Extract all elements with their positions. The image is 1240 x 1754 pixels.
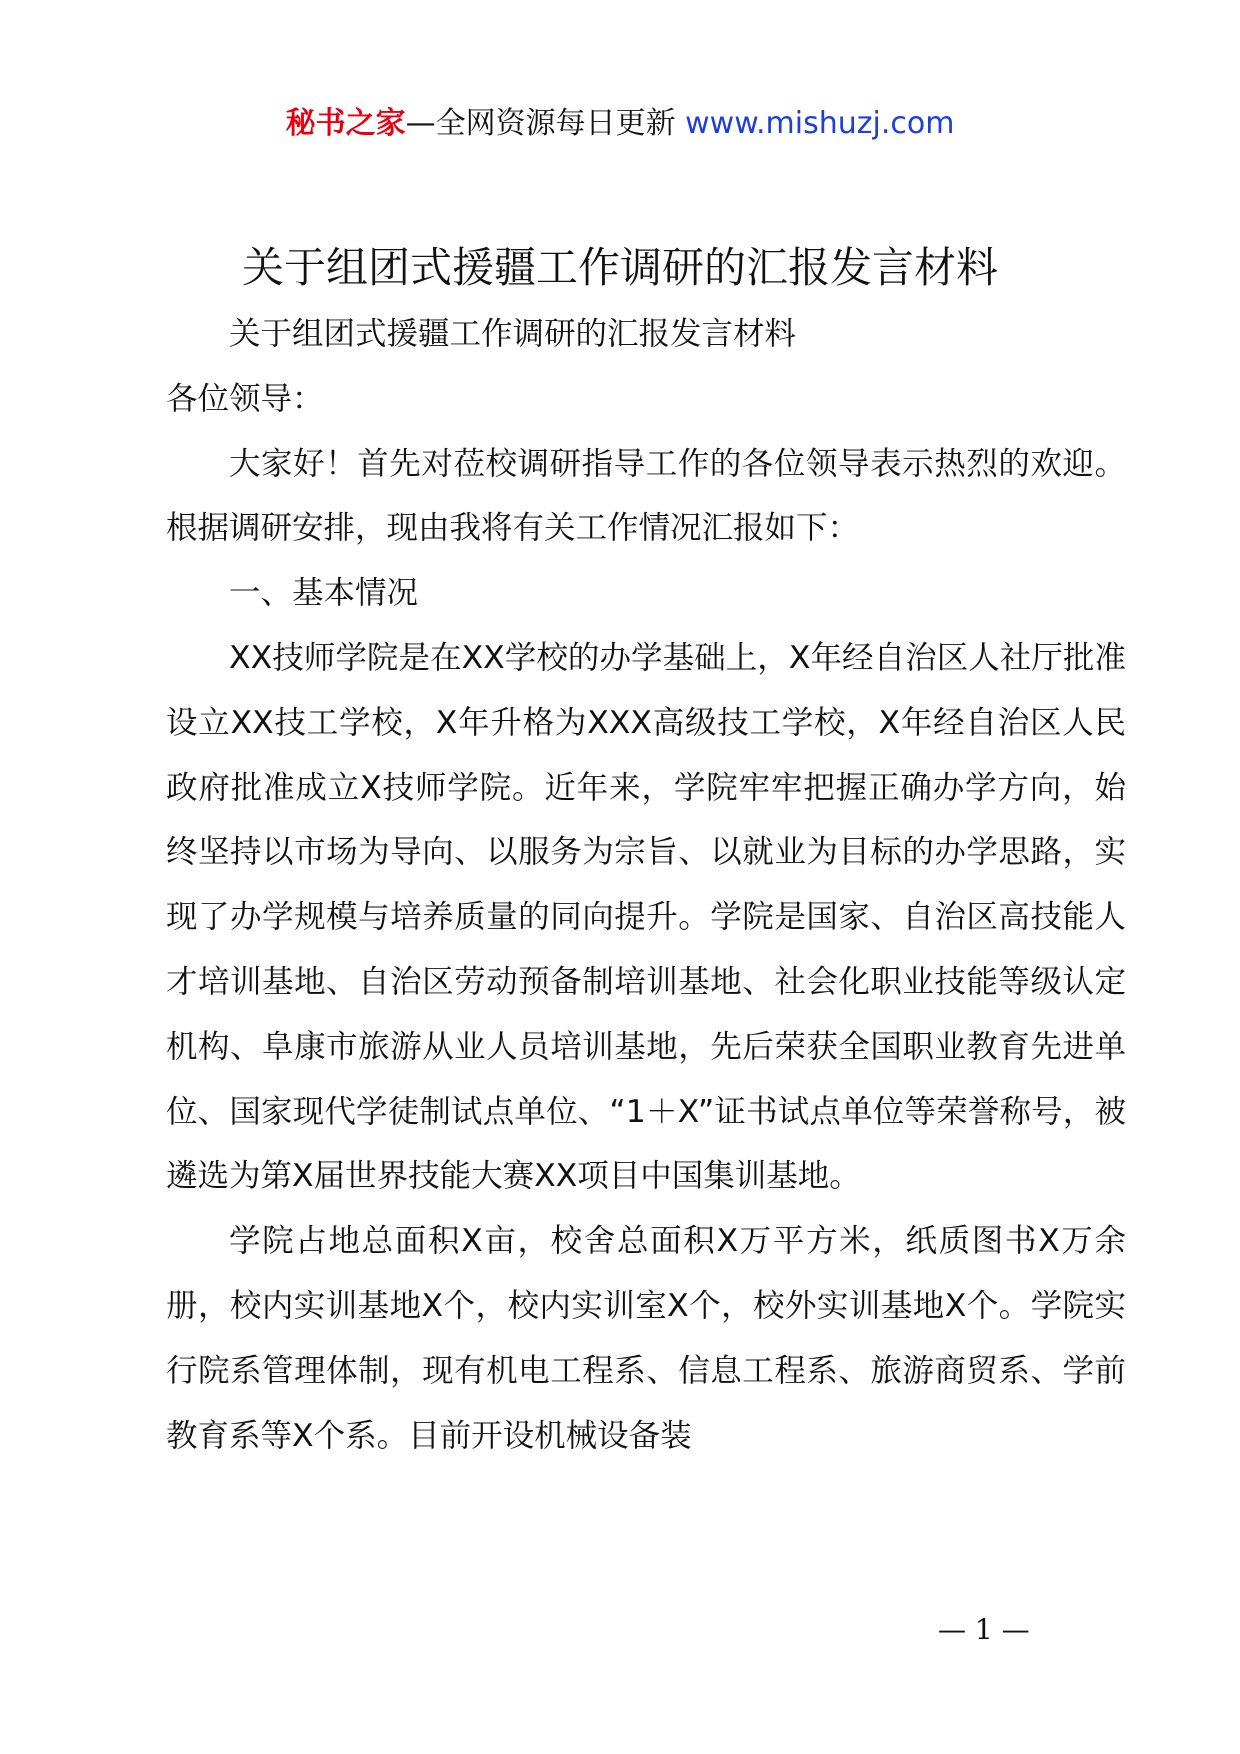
site-brand: 秘书之家 <box>285 106 406 141</box>
document-title: 关于组团式援疆工作调研的汇报发言材料 <box>241 243 998 292</box>
site-url-link[interactable]: www.mishuzj.com <box>685 106 955 141</box>
document-body <box>166 302 1126 1468</box>
paragraph-campus-facilities: 学院占地总面积X亩，校舍总面积X万平方米，纸质图书X万余册，校内实训基地X个，校内实训室X个，校外实训基地X个。学院实行院系管理体制，现有机电工程系、信息工程系、旅游商贸系、学前教育系等X个系。目前开设机械设备装 <box>166 1223 1126 1454</box>
section-heading: 一、基本情况 <box>229 575 419 612</box>
paragraph-greeting: 大家好！首先对莅校调研指导工作的各位领导表示热烈的欢迎。根据调研安排，现由我将有关工作情况汇报如下： <box>166 445 1126 547</box>
page-number: — 1 — <box>938 1613 1030 1646</box>
document-subtitle: 关于组团式援疆工作调研的汇报发言材料 <box>229 316 797 352</box>
site-slogan: —全网资源每日更新 <box>405 106 676 141</box>
paragraph-basic-info: XX技师学院是在XX学校的办学基础上，X年经自治区人社厅批准设立XX技工学校，X年升格为XXX高级技工学校，X年经自治区人民政府批准成立X技师学院。近年来，学院牢牢把握正确办学方向，始终坚持以市场为导向、以服务为宗旨、以就业为目标的办学思路，实现了办学规模与培养质量的同向提升。学院是国家、自治区高技能人才培训基地、自治区劳动预备制培训基地、社会化职业技能等级认定机构、阜康市旅游从业人员培训基地，先后荣获全国职业教育先进单位、国家现代学徒制试点单位、“1＋X”证书试点单位等荣誉称号，被遴选为第X届世界技能大赛XX项目中国集训基地。 <box>166 639 1126 1195</box>
site-header <box>0 98 1240 150</box>
salutation: 各位领导： <box>166 380 324 417</box>
